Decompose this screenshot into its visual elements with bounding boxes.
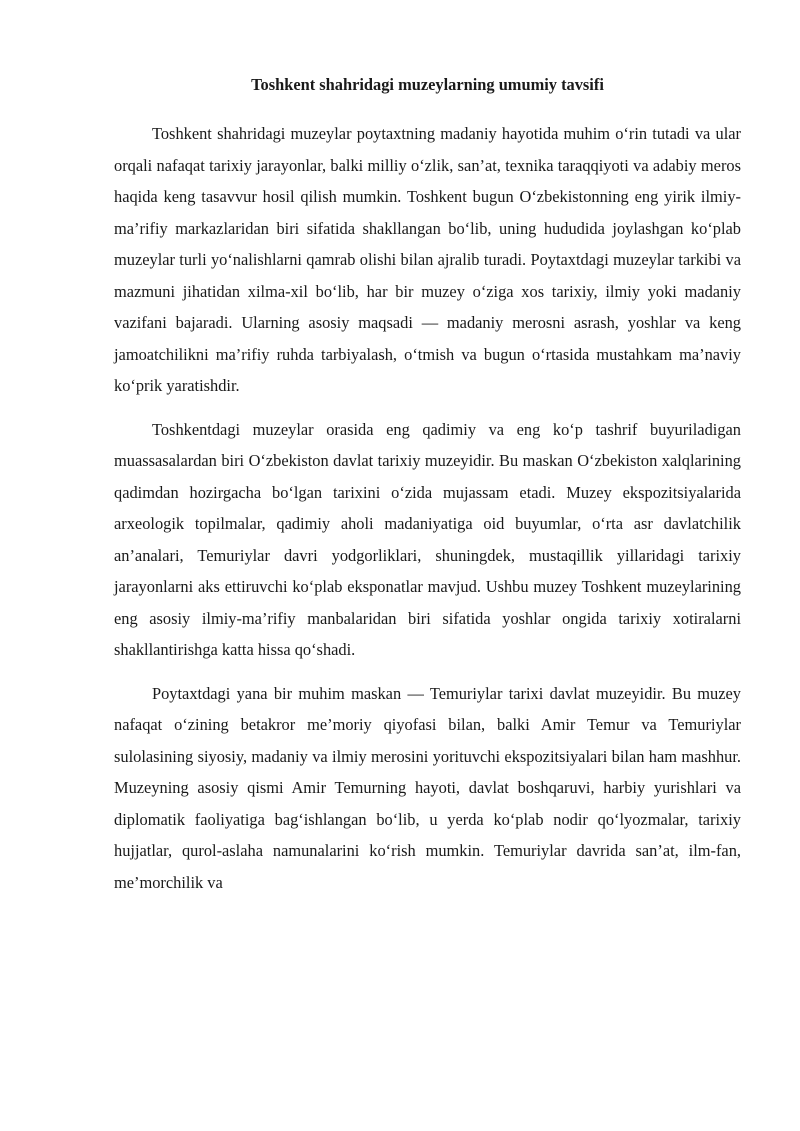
paragraph-3: Poytaxtdagi yana bir muhim maskan — Temuriylar tarixi davlat muzeyidir. Bu muzey nafaqat o‘zining betakror me’moriy qiyofasi bilan, balki Amir Temur va Temuriylar sulolasining siyosiy, madaniy va ilmiy merosini yorituvchi ekspozitsiyalari bilan ham mashhur. Muzeyning asosiy qismi Amir Temurning hayoti, davlat boshqaruvi, harbiy yurishlari va diplomatik faoliyatiga bag‘ishlangan bo‘lib, u yerda ko‘plab nodir qo‘lyozmalar, tarixiy hujjatlar, qurol-aslaha namunalarini ko‘rish mumkin. Temuriylar davrida san’at, ilm-fan, me’morchilik va: [114, 683, 741, 892]
paragraph-2: Toshkentdagi muzeylar orasida eng qadimiy va eng ko‘p tashrif buyuriladigan muassasalardan biri O‘zbekiston davlat tarixiy muzeyidir. Bu maskan O‘zbekiston xalqlarining qadimdan hozirgacha bo‘lgan tarixini o‘zida mujassam etadi. Muzey ekspozitsiyalarida arxeologik topilmalar, qadimiy aholi madaniyatiga oid buyumlar, o‘rta asr davlatchilik an’analari, Temuriylar davri yodgorliklari, shuningdek, mustaqillik yillaridagi tarixiy jarayonlarni aks ettiruvchi ko‘plab eksponatlar mavjud. Ushbu muzey Toshkent muzeylarining eng asosiy ilmiy-ma’rifiy manbalaridan biri sifatida yoshlar ongida tarixiy xotiralarni shakllantirishga katta hissa qo‘shadi.: [114, 419, 741, 659]
document-page: [114, 70, 741, 910]
document-title: Toshkent shahridagi muzeylarning umumiy tavsifi: [251, 75, 604, 94]
paragraph-1: Toshkent shahridagi muzeylar poytaxtning madaniy hayotida muhim o‘rin tutadi va ular orqali nafaqat tarixiy jarayonlar, balki milliy o‘zlik, san’at, texnika taraqqiyoti va adabiy meros haqida keng tasavvur hosil qilish mumkin. Toshkent bugun O‘zbekistonning eng yirik ilmiy-ma’rifiy markazlaridan biri sifatida shakllangan bo‘lib, uning hududida joylashgan ko‘plab muzeylar turli yo‘nalishlarni qamrab olishi bilan ajralib turadi. Poytaxtdagi muzeylar tarkibi va mazmuni jihatidan xilma-xil bo‘lib, har bir muzey o‘ziga xos tarixiy, ilmiy yoki madaniy vazifani bajaradi. Ularning asosiy maqsadi — madaniy merosni asrash, yoshlar va keng jamoatchilikni ma’rifiy ruhda tarbiyalash, o‘tmish va bugun o‘rtasida mustahkam ma’naviy ko‘prik yaratishdir.: [114, 124, 741, 395]
